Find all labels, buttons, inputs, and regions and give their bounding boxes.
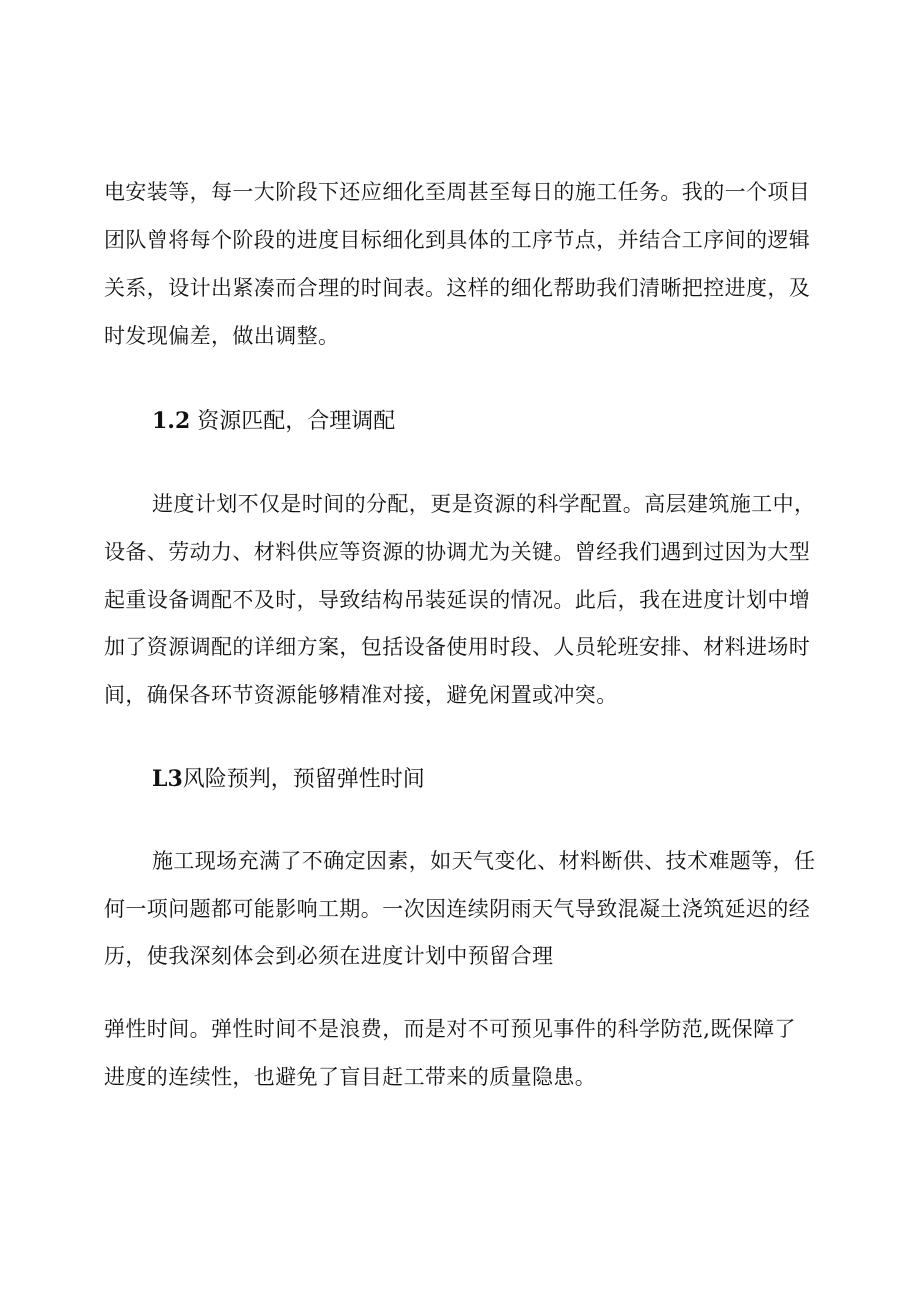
section-heading-1-2: [152, 405, 395, 438]
section-title: 资源匹配，合理调配: [197, 409, 396, 434]
section-title: 风险预判，预留弹性时间: [182, 767, 425, 792]
paragraph-2-line-3: 起重设备调配不及时，导致结构吊装延误的情况。此后，我在进度计划中增: [104, 588, 811, 612]
paragraph-2-line-2: 设备、劳动力、材料供应等资源的协调尤为关键。曾经我们遇到过因为大型: [104, 540, 811, 564]
section-number: 1.2: [152, 408, 191, 434]
paragraph-4-line-2: 进度的连续性，也避免了盲目赶工带来的质量隐患。: [104, 1065, 597, 1089]
paragraph-1-line-2: 团队曾将每个阶段的进度目标细化到具体的工序节点，并结合工序间的逻辑: [104, 228, 811, 252]
paragraph-2-line-1: 进度计划不仅是时间的分配，更是资源的科学配置。高层建筑施工中，: [152, 492, 816, 516]
paragraph-3-line-2: 何一项问题都可能影响工期。一次因连续阴雨天气导致混凝土浇筑延迟的经: [104, 897, 811, 921]
paragraph-1-line-1: 电安装等，每一大阶段下还应细化至周甚至每日的施工任务。我的一个项目: [104, 180, 811, 204]
section-number: L3: [152, 766, 183, 792]
paragraph-1-line-4: 时发现偏差，做出调整。: [104, 324, 340, 348]
paragraph-2-line-5: 间，确保各环节资源能够精准对接，避免闲置或冲突。: [104, 683, 618, 707]
paragraph-3-line-1: 施工现场充满了不确定因素，如天气变化、材料断供、技术难题等，任: [152, 849, 816, 873]
paragraph-1-line-3: 关系，设计出紧凑而合理的时间表。这样的细化帮助我们清晰把控进度，及: [104, 276, 811, 300]
paragraph-4-line-1: 弹性时间。弹性时间不是浪费，而是对不可预见事件的科学防范,既保障了: [104, 1017, 796, 1041]
section-heading-1-3: [152, 763, 425, 796]
paragraph-3-line-3: 历，使我深刻体会到必须在进度计划中预留合理: [104, 944, 554, 968]
paragraph-2-line-4: 加了资源调配的详细方案，包括设备使用时段、人员轮班安排、材料进场时: [104, 635, 811, 659]
